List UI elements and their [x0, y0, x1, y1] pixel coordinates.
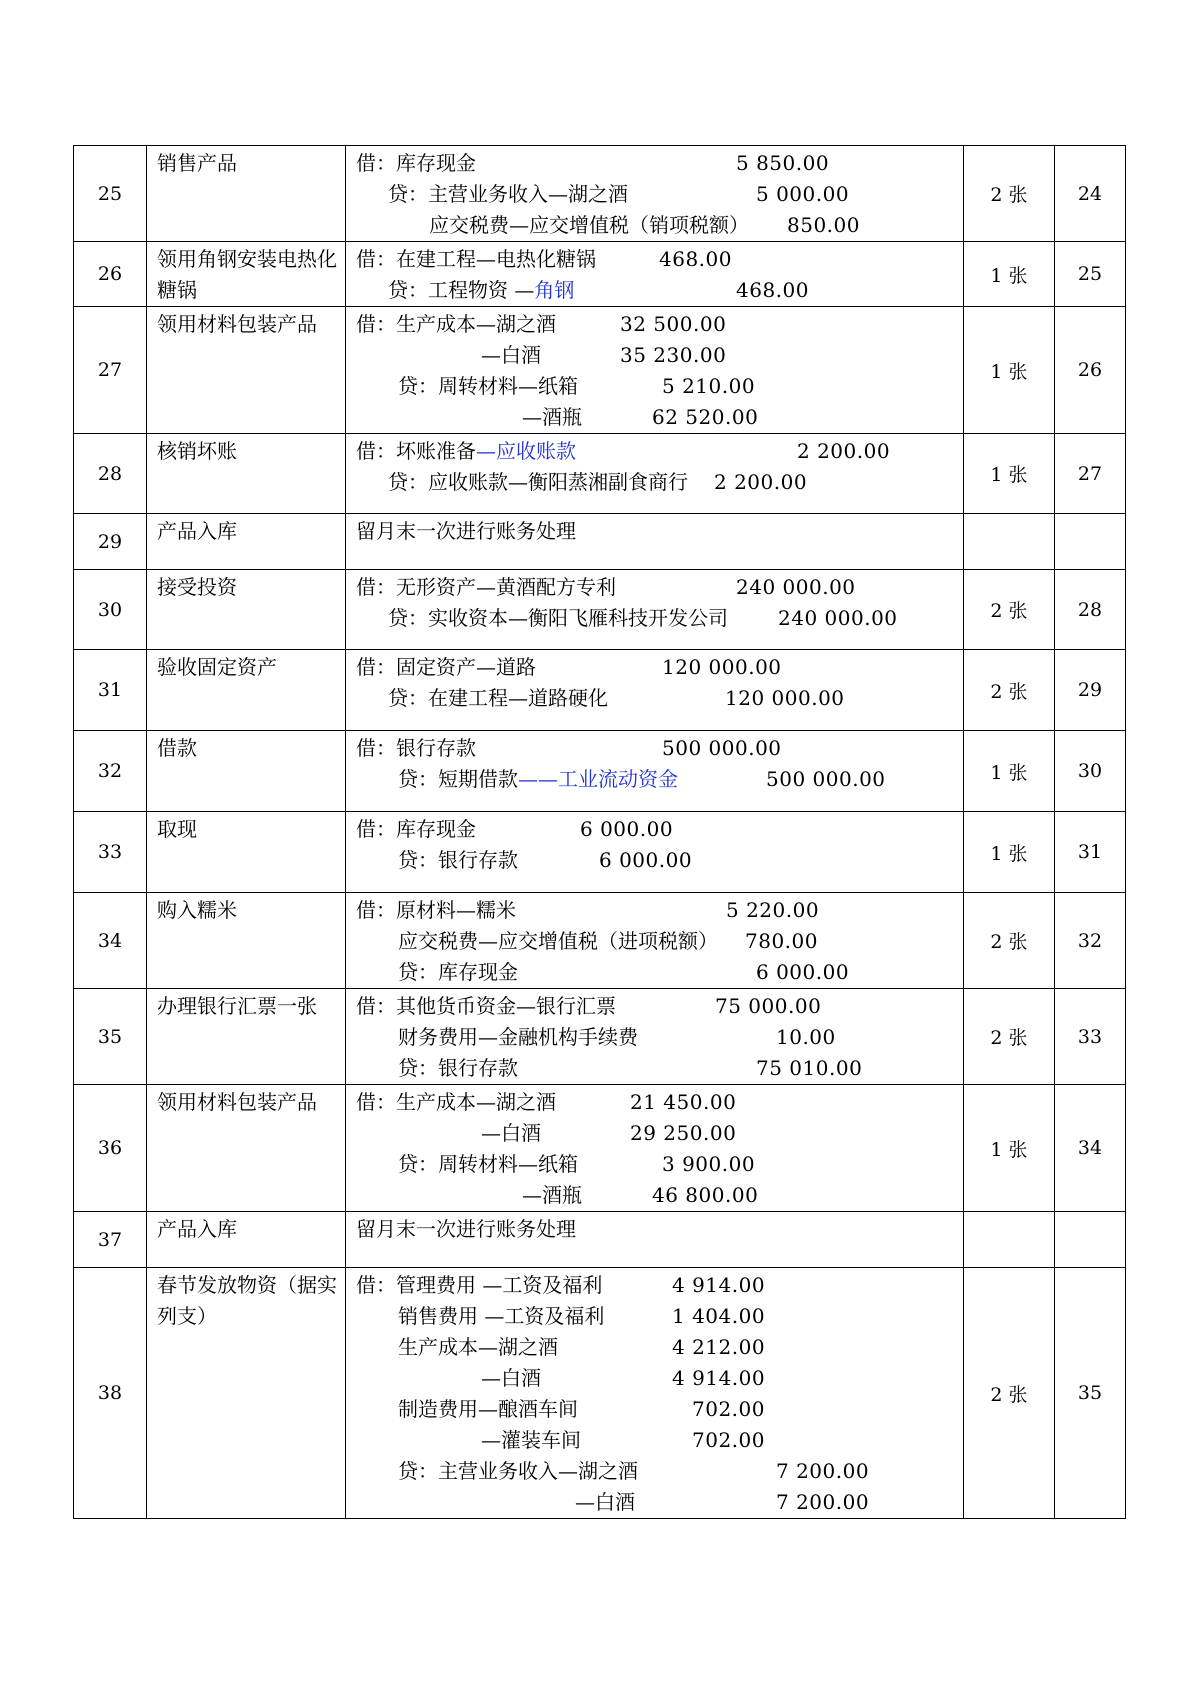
- account-name: 财务费用—金融机构手续费: [398, 1025, 638, 1049]
- voucher-number: [1055, 514, 1126, 570]
- entry-detail: [346, 146, 964, 242]
- account-text: [388, 275, 574, 306]
- amount: 6 000.00: [756, 960, 850, 984]
- journal-table: [73, 145, 1126, 1519]
- account-text: [522, 1180, 582, 1211]
- entry-number: 25: [74, 146, 147, 242]
- entry-line: [356, 1363, 963, 1394]
- entry-detail: [346, 989, 964, 1085]
- entry-line: [356, 1022, 963, 1053]
- entry-detail: [346, 570, 964, 650]
- entry-detail: [346, 731, 964, 812]
- account-subname-highlight: ——工业流动资金: [518, 767, 678, 791]
- account-text: [356, 1087, 556, 1118]
- account-name: 借：在建工程—电热化糖锅: [356, 247, 596, 271]
- table-row: [74, 1268, 1126, 1519]
- entry-summary: 产品入库: [147, 1212, 346, 1268]
- table-row: [74, 731, 1126, 812]
- account-name: 借：管理费用 —工资及福利: [356, 1273, 603, 1297]
- account-name: 制造费用—酿酒车间: [398, 1397, 578, 1421]
- entry-line: [356, 371, 963, 402]
- entry-number: 36: [74, 1085, 147, 1212]
- table-row: [74, 989, 1126, 1085]
- amount: 3 900.00: [662, 1152, 756, 1176]
- entry-line: [356, 1214, 963, 1245]
- account-name: 销售费用 —工资及福利: [398, 1304, 605, 1328]
- amount: 5 210.00: [662, 374, 756, 398]
- amount: 4 914.00: [672, 1366, 766, 1390]
- entry-number: 30: [74, 570, 147, 650]
- account-name: 贷：工程物资 —: [388, 278, 535, 302]
- entry-number: 38: [74, 1268, 147, 1519]
- table-row: [74, 434, 1126, 514]
- account-name: 借：库存现金: [356, 817, 476, 841]
- entry-detail: [346, 1268, 964, 1519]
- entry-line: [356, 275, 963, 306]
- entry-number: 29: [74, 514, 147, 570]
- voucher-number: 30: [1055, 731, 1126, 812]
- account-name: 借：固定资产—道路: [356, 655, 536, 679]
- table-row: [74, 146, 1126, 242]
- entry-line: [356, 340, 963, 371]
- entry-line: [356, 244, 963, 275]
- entry-summary: 领用材料包装产品: [147, 307, 346, 434]
- voucher-number: 35: [1055, 1268, 1126, 1519]
- table-row: [74, 1212, 1126, 1268]
- entry-detail: [346, 893, 964, 989]
- account-text: [398, 845, 518, 876]
- entry-line: [356, 1118, 963, 1149]
- account-text: [388, 683, 608, 714]
- entry-line: [356, 210, 963, 241]
- entry-line: [356, 733, 963, 764]
- table-row: [74, 307, 1126, 434]
- voucher-number: 26: [1055, 307, 1126, 434]
- attachment-count: 1 张: [964, 731, 1055, 812]
- amount: 120 000.00: [662, 655, 782, 679]
- entry-detail: [346, 434, 964, 514]
- entry-summary: 产品入库: [147, 514, 346, 570]
- journal-table-body: [74, 146, 1126, 1519]
- account-text: [356, 1270, 602, 1301]
- amount: 35 230.00: [620, 343, 727, 367]
- entry-detail: [346, 650, 964, 731]
- account-text: [481, 1425, 581, 1456]
- account-name: 借：生产成本—湖之酒: [356, 312, 556, 336]
- entry-detail: [346, 307, 964, 434]
- entry-number: 33: [74, 812, 147, 893]
- account-text: [398, 764, 678, 795]
- account-name: —白酒: [481, 343, 541, 367]
- account-name: 贷：银行存款: [398, 848, 518, 872]
- table-row: [74, 812, 1126, 893]
- amount: 120 000.00: [725, 686, 845, 710]
- entry-detail: [346, 812, 964, 893]
- account-name: 应交税费—应交增值税（进项税额）: [398, 929, 718, 953]
- entry-number: 27: [74, 307, 147, 434]
- entry-line: [356, 957, 963, 988]
- account-subname-highlight: —应收账款: [476, 439, 576, 463]
- amount: 75 010.00: [756, 1056, 863, 1080]
- account-name: 贷：主营业务收入—湖之酒: [388, 182, 628, 206]
- amount: 7 200.00: [776, 1490, 870, 1514]
- amount: 7 200.00: [776, 1459, 870, 1483]
- account-name: 借：生产成本—湖之酒: [356, 1090, 556, 1114]
- voucher-number: 25: [1055, 242, 1126, 307]
- account-text: [356, 309, 556, 340]
- entry-line: [356, 436, 963, 467]
- entry-line: [356, 402, 963, 433]
- voucher-number: 32: [1055, 893, 1126, 989]
- account-text: [575, 1487, 635, 1518]
- account-name: 借：库存现金: [356, 151, 476, 175]
- amount: 1 404.00: [672, 1304, 766, 1328]
- entry-line: [356, 1270, 963, 1301]
- voucher-number: 29: [1055, 650, 1126, 731]
- account-name: 贷：应收账款—衡阳蒸湘副食商行: [388, 470, 688, 494]
- account-text: [398, 1053, 518, 1084]
- table-row: [74, 514, 1126, 570]
- entry-line: [356, 895, 963, 926]
- account-text: [356, 895, 516, 926]
- attachment-count: [964, 514, 1055, 570]
- entry-line: [356, 814, 963, 845]
- amount: 4 914.00: [672, 1273, 766, 1297]
- attachment-count: 2 张: [964, 893, 1055, 989]
- entry-line: [356, 1053, 963, 1084]
- account-name: 贷：实收资本—衡阳飞雁科技开发公司: [388, 606, 728, 630]
- account-text: [398, 1394, 578, 1425]
- entry-summary: 取现: [147, 812, 346, 893]
- account-text: [398, 926, 718, 957]
- account-text: [398, 1022, 638, 1053]
- account-name: —白酒: [575, 1490, 635, 1514]
- entry-summary: 购入糯米: [147, 893, 346, 989]
- account-name: 借：无形资产—黄酒配方专利: [356, 575, 616, 599]
- entry-line: [356, 1332, 963, 1363]
- entry-summary: 办理银行汇票一张: [147, 989, 346, 1085]
- account-subname-highlight: 角钢: [534, 278, 575, 302]
- entry-number: 28: [74, 434, 147, 514]
- account-text: [398, 371, 578, 402]
- entry-line: [356, 572, 963, 603]
- account-text: [356, 1214, 576, 1245]
- attachment-count: 2 张: [964, 1268, 1055, 1519]
- amount: 468.00: [659, 247, 732, 271]
- amount: 5 000.00: [756, 182, 850, 206]
- account-name: 贷：周转材料—纸箱: [398, 374, 578, 398]
- account-text: [388, 603, 728, 634]
- entry-line: [356, 683, 963, 714]
- entry-line: [356, 1425, 963, 1456]
- entry-line: [356, 179, 963, 210]
- amount: 29 250.00: [630, 1121, 737, 1145]
- amount: 850.00: [787, 213, 860, 237]
- account-name: 留月末一次进行账务处理: [356, 519, 576, 543]
- entry-line: [356, 1301, 963, 1332]
- account-text: [356, 814, 476, 845]
- account-name: 借：坏账准备: [356, 439, 476, 463]
- account-text: [356, 244, 596, 275]
- entry-summary: 接受投资: [147, 570, 346, 650]
- account-text: [356, 652, 536, 683]
- amount: 62 520.00: [652, 405, 759, 429]
- amount: 75 000.00: [715, 994, 822, 1018]
- entry-detail: [346, 242, 964, 307]
- account-text: [388, 467, 688, 498]
- attachment-count: 2 张: [964, 650, 1055, 731]
- voucher-number: [1055, 1212, 1126, 1268]
- amount: 6 000.00: [599, 848, 693, 872]
- amount: 5 850.00: [736, 151, 830, 175]
- voucher-number: 24: [1055, 146, 1126, 242]
- amount: 32 500.00: [620, 312, 727, 336]
- entry-number: 35: [74, 989, 147, 1085]
- entry-number: 34: [74, 893, 147, 989]
- attachment-count: 2 张: [964, 570, 1055, 650]
- account-text: [356, 572, 616, 603]
- account-text: [356, 436, 576, 467]
- attachment-count: 1 张: [964, 812, 1055, 893]
- account-name: —酒瓶: [522, 1183, 582, 1207]
- account-text: [481, 1363, 541, 1394]
- attachment-count: 1 张: [964, 307, 1055, 434]
- account-name: 贷：周转材料—纸箱: [398, 1152, 578, 1176]
- entry-line: [356, 1487, 963, 1518]
- entry-number: 32: [74, 731, 147, 812]
- account-name: —白酒: [481, 1121, 541, 1145]
- entry-detail: [346, 514, 964, 570]
- table-row: [74, 1085, 1126, 1212]
- entry-line: [356, 1394, 963, 1425]
- entry-line: [356, 603, 963, 634]
- amount: 240 000.00: [778, 606, 898, 630]
- account-name: —酒瓶: [522, 405, 582, 429]
- entry-number: 31: [74, 650, 147, 731]
- account-name: 贷：库存现金: [398, 960, 518, 984]
- account-text: [429, 210, 749, 241]
- account-text: [356, 148, 476, 179]
- account-name: 贷：银行存款: [398, 1056, 518, 1080]
- entry-line: [356, 1087, 963, 1118]
- entry-summary: 领用角钢安装电热化糖锅: [147, 242, 346, 307]
- entry-detail: [346, 1212, 964, 1268]
- account-text: [398, 1456, 638, 1487]
- account-name: 贷：在建工程—道路硬化: [388, 686, 608, 710]
- entry-summary: 借款: [147, 731, 346, 812]
- account-name: 生产成本—湖之酒: [398, 1335, 558, 1359]
- entry-number: 37: [74, 1212, 147, 1268]
- account-text: [388, 179, 628, 210]
- account-name: 贷：短期借款: [398, 767, 518, 791]
- voucher-number: 33: [1055, 989, 1126, 1085]
- account-text: [398, 1149, 578, 1180]
- account-text: [481, 340, 541, 371]
- entry-number: 26: [74, 242, 147, 307]
- entry-line: [356, 148, 963, 179]
- entry-line: [356, 516, 963, 547]
- amount: 702.00: [692, 1397, 765, 1421]
- attachment-count: 1 张: [964, 434, 1055, 514]
- attachment-count: 1 张: [964, 242, 1055, 307]
- attachment-count: [964, 1212, 1055, 1268]
- entry-line: [356, 845, 963, 876]
- amount: 5 220.00: [726, 898, 820, 922]
- account-text: [398, 1301, 604, 1332]
- entry-summary: 核销坏账: [147, 434, 346, 514]
- voucher-number: 34: [1055, 1085, 1126, 1212]
- account-name: 贷：主营业务收入—湖之酒: [398, 1459, 638, 1483]
- account-name: —白酒: [481, 1366, 541, 1390]
- table-row: [74, 893, 1126, 989]
- account-text: [356, 733, 476, 764]
- voucher-number: 28: [1055, 570, 1126, 650]
- amount: 4 212.00: [672, 1335, 766, 1359]
- entry-summary: 销售产品: [147, 146, 346, 242]
- amount: 2 200.00: [714, 470, 808, 494]
- amount: 500 000.00: [662, 736, 782, 760]
- entry-line: [356, 309, 963, 340]
- table-row: [74, 242, 1126, 307]
- table-row: [74, 570, 1126, 650]
- amount: 468.00: [736, 278, 809, 302]
- account-text: [522, 402, 582, 433]
- voucher-number: 27: [1055, 434, 1126, 514]
- entry-line: [356, 1180, 963, 1211]
- entry-summary: 验收固定资产: [147, 650, 346, 731]
- account-name: —灌装车间: [481, 1428, 581, 1452]
- account-name: 留月末一次进行账务处理: [356, 1217, 576, 1241]
- amount: 240 000.00: [736, 575, 856, 599]
- entry-detail: [346, 1085, 964, 1212]
- entry-line: [356, 764, 963, 795]
- voucher-number: 31: [1055, 812, 1126, 893]
- attachment-count: 1 张: [964, 1085, 1055, 1212]
- attachment-count: 2 张: [964, 146, 1055, 242]
- entry-line: [356, 991, 963, 1022]
- account-text: [398, 957, 518, 988]
- account-name: 借：银行存款: [356, 736, 476, 760]
- amount: 6 000.00: [580, 817, 674, 841]
- attachment-count: 2 张: [964, 989, 1055, 1085]
- account-text: [481, 1118, 541, 1149]
- amount: 702.00: [692, 1428, 765, 1452]
- entry-line: [356, 926, 963, 957]
- entry-line: [356, 652, 963, 683]
- entry-line: [356, 467, 963, 498]
- account-text: [356, 516, 576, 547]
- entry-line: [356, 1149, 963, 1180]
- amount: 780.00: [745, 929, 818, 953]
- account-name: 应交税费—应交增值税（销项税额）: [429, 213, 749, 237]
- account-text: [356, 991, 616, 1022]
- account-name: 借：原材料—糯米: [356, 898, 516, 922]
- amount: 500 000.00: [766, 767, 886, 791]
- entry-summary: 领用材料包装产品: [147, 1085, 346, 1212]
- entry-summary: 春节发放物资（据实列支）: [147, 1268, 346, 1519]
- table-row: [74, 650, 1126, 731]
- amount: 46 800.00: [652, 1183, 759, 1207]
- account-name: 借：其他货币资金—银行汇票: [356, 994, 616, 1018]
- amount: 2 200.00: [797, 439, 891, 463]
- entry-line: [356, 1456, 963, 1487]
- amount: 21 450.00: [630, 1090, 737, 1114]
- amount: 10.00: [776, 1025, 836, 1049]
- account-text: [398, 1332, 558, 1363]
